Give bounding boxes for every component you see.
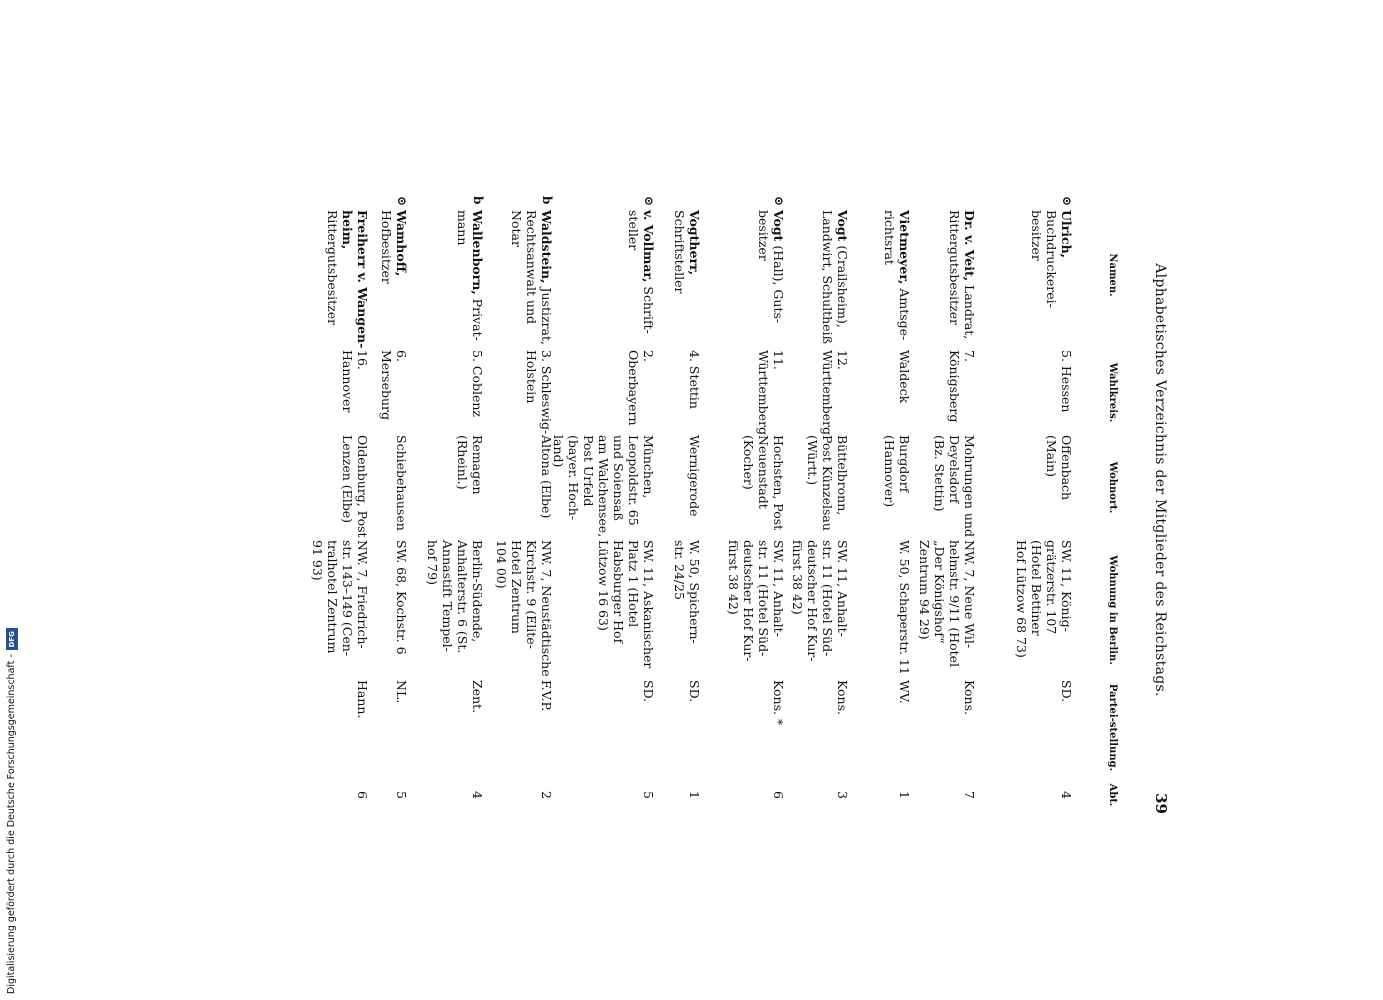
member-wohnort: Wernigerode — [687, 435, 702, 517]
member-partei: Zent. — [470, 680, 485, 714]
member-wahlkreis: 16. Hannover — [340, 350, 370, 413]
column-header-wahlkreis: Wahlkreis. — [1107, 362, 1118, 423]
member-surname: Dr. v. Veit, — [962, 210, 977, 282]
member-surname: Waldstein, — [539, 210, 554, 284]
member-partei: Kons. — [835, 680, 850, 715]
member-name-cell — [626, 210, 656, 350]
member-name-cell — [672, 210, 702, 350]
member-berlin-address: NW. 7, Friedrich- str. 143–149 (Cen- tralhotel Zentrum 91 93) — [310, 540, 370, 657]
page-number: 39 — [1152, 793, 1170, 814]
member-marker: ⊙ — [772, 196, 786, 207]
member-abteilung: 4 — [470, 791, 485, 799]
member-partei: Hann. — [355, 680, 370, 719]
member-surname: Ulrich, — [1059, 210, 1074, 259]
column-header-wohnung-berlin: Wohnung in Berlin. — [1107, 555, 1118, 665]
member-wahlkreis: 11. Württemberg — [756, 350, 786, 436]
member-abteilung: 1 — [897, 791, 912, 799]
column-header-abteilung: Abt. — [1107, 783, 1118, 807]
member-wohnort: Burgdorf (Hannover) — [882, 435, 912, 508]
member-wahlkreis: Waldeck — [897, 350, 912, 404]
member-occupation: Buchdruckerei- besitzer — [1029, 210, 1059, 308]
member-partei: NL. — [394, 680, 409, 704]
member-name-cell — [379, 210, 409, 350]
member-occupation: (Hall), Guts- besitzer — [756, 210, 786, 324]
member-name-cell — [882, 210, 912, 350]
member-occupation: Privat- mann — [455, 210, 485, 341]
member-name-cell — [509, 210, 554, 350]
member-name-cell — [947, 210, 977, 350]
member-wohnort: Schiebehausen — [394, 435, 409, 531]
member-abteilung: 1 — [687, 791, 702, 799]
member-wahlkreis: 6. Merseburg — [379, 350, 409, 421]
member-occupation: Rittergutsbesitzer — [325, 210, 340, 326]
member-surname: v. Vollmar, — [641, 210, 656, 283]
member-name-cell — [820, 210, 850, 350]
member-occupation: Landrat, Rittergutsbesitzer — [947, 210, 977, 340]
page-title: Alphabetisches Verzeichnis der Mitglieder des Reichstags. — [1152, 263, 1168, 697]
member-occupation: Amtsge- richtsrat — [882, 210, 912, 341]
member-name-cell — [756, 210, 786, 350]
member-marker: b — [471, 196, 485, 205]
member-occupation: (Crailsheim), Landwirt, Schultheiß — [820, 210, 850, 344]
member-name-cell — [325, 210, 370, 350]
member-berlin-address: SW. 11, Askanischer Platz 1 (Hotel Habsburger Hof Lützow 16 63) — [596, 540, 656, 669]
member-abteilung: 7 — [962, 791, 977, 799]
member-surname: Vogtherr, — [687, 210, 702, 276]
member-wohnort: München, Leopoldstr. 65 und Soiensaß am Walchensee, Post Urfeld (bayer. Hoch- land) — [551, 435, 656, 538]
member-wohnort: Büttelbronn, Post Künzelsau (Württ.) — [805, 435, 850, 531]
member-abteilung: 6 — [771, 791, 786, 799]
credit-text: Digitalisierung gefördert durch die Deutsche Forschungsgemeinschaft - — [6, 654, 17, 994]
member-wahlkreis: 5. Coblenz — [470, 350, 485, 418]
member-occupation: Schriftsteller — [672, 210, 687, 294]
member-partei: SD. — [1059, 680, 1074, 703]
member-wohnort: Remagen (Rheinl.) — [455, 435, 485, 495]
rotated-document-page — [250, 196, 1170, 820]
member-berlin-address: NW. 7, Neue Wil- helmstr. 9/11 (Hotel „Der Königshof“ Zentrum 94 29) — [917, 540, 977, 668]
member-occupation: Hofbesitzer — [379, 210, 394, 284]
member-partei: WV. — [897, 680, 912, 704]
member-partei: Kons. * — [771, 680, 786, 726]
member-berlin-address: SW. 11, Anhalt- str. 11 (Hotel Süd- deutscher Hof Kur- fürst 38 42) — [790, 540, 850, 662]
member-wohnort: Altona (Elbe) — [539, 435, 554, 519]
member-wohnort: Offenbach (Main) — [1044, 435, 1074, 501]
member-name-cell — [455, 210, 485, 350]
column-header-namen: Namen. — [1107, 253, 1118, 297]
page-header — [1146, 200, 1170, 820]
member-berlin-address: SW. 68, Kochstr. 6 — [394, 540, 409, 655]
member-partei: Kons. — [962, 680, 977, 715]
column-header-wohnort: Wohnort. — [1107, 461, 1118, 514]
member-marker: ⊙ — [642, 196, 656, 207]
member-berlin-address: SW. 11, Anhalt- str. 11 (Hotel Süd- deutscher Hof Kur- fürst 38 42) — [726, 540, 786, 662]
member-wahlkreis: 12. Württemberg — [820, 350, 850, 436]
member-marker: ⊙ — [395, 196, 409, 207]
dfg-logo: DFG — [6, 628, 18, 650]
member-occupation: Justizrat, Rechtsanwalt und Notar — [509, 210, 554, 345]
member-berlin-address: SW. 11, König- grätzerstr. 107 (Hotel Bettiner Hof Lützow 68 73) — [1014, 540, 1074, 658]
member-marker: ⊙ — [1060, 196, 1074, 207]
table-header — [1092, 200, 1118, 820]
member-abteilung: 3 — [835, 791, 850, 799]
member-wohnort: Hochsten, Post Neuenstadt (Kocher) — [741, 435, 786, 531]
member-wahlkreis: 5. Hessen — [1059, 350, 1074, 413]
member-partei: F.V.P. — [539, 680, 554, 712]
member-berlin-address: Berlin-Südende, Anhalterstr. 6 (St. Annastift Tempel- hof 79) — [425, 540, 485, 654]
member-berlin-address: W. 50, Schaperstr. 11 — [897, 540, 912, 675]
member-wahlkreis: 2. Oberbayern — [626, 350, 656, 426]
member-marker: b — [540, 196, 554, 205]
member-abteilung: 2 — [539, 791, 554, 799]
member-wahlkreis: 3. Schleswig- Holstein — [524, 350, 554, 435]
member-occupation: Schrift- steller — [626, 210, 656, 334]
member-abteilung: 5 — [641, 791, 656, 799]
member-berlin-address: W. 50, Spichern- str. 24/25 — [672, 540, 702, 644]
member-berlin-address: NW. 7, Neustädtische Kirchstr. 9 (Elite- Hotel Zentrum 104 00) — [494, 540, 554, 677]
member-surname: Wallenborn, — [470, 210, 485, 295]
member-surname: Wamhoff, — [394, 210, 409, 277]
member-abteilung: 4 — [1059, 791, 1074, 799]
member-wohnort: Oldenburg, Post Lenzen (Elbe) — [340, 435, 370, 538]
member-partei: SD. — [641, 680, 656, 703]
member-surname: Freiherr v. Wangen- heim, — [340, 210, 370, 349]
member-surname: Vietmeyer, — [897, 210, 912, 285]
member-abteilung: 5 — [394, 791, 409, 799]
member-name-cell — [1029, 210, 1074, 350]
member-wahlkreis: 4. Stettin — [687, 350, 702, 409]
member-partei: SD. — [687, 680, 702, 703]
digitization-credit — [3, 0, 21, 1000]
member-surname: Vogt — [835, 210, 850, 242]
column-header-parteistellung: Partei-stellung. — [1107, 683, 1118, 772]
member-wohnort: Mohrungen und Deyelsdorf (Bz. Stettin) — [932, 435, 977, 537]
member-surname: Vogt — [771, 210, 786, 242]
member-abteilung: 6 — [355, 791, 370, 799]
member-wahlkreis: 7. Königsberg — [947, 350, 977, 423]
